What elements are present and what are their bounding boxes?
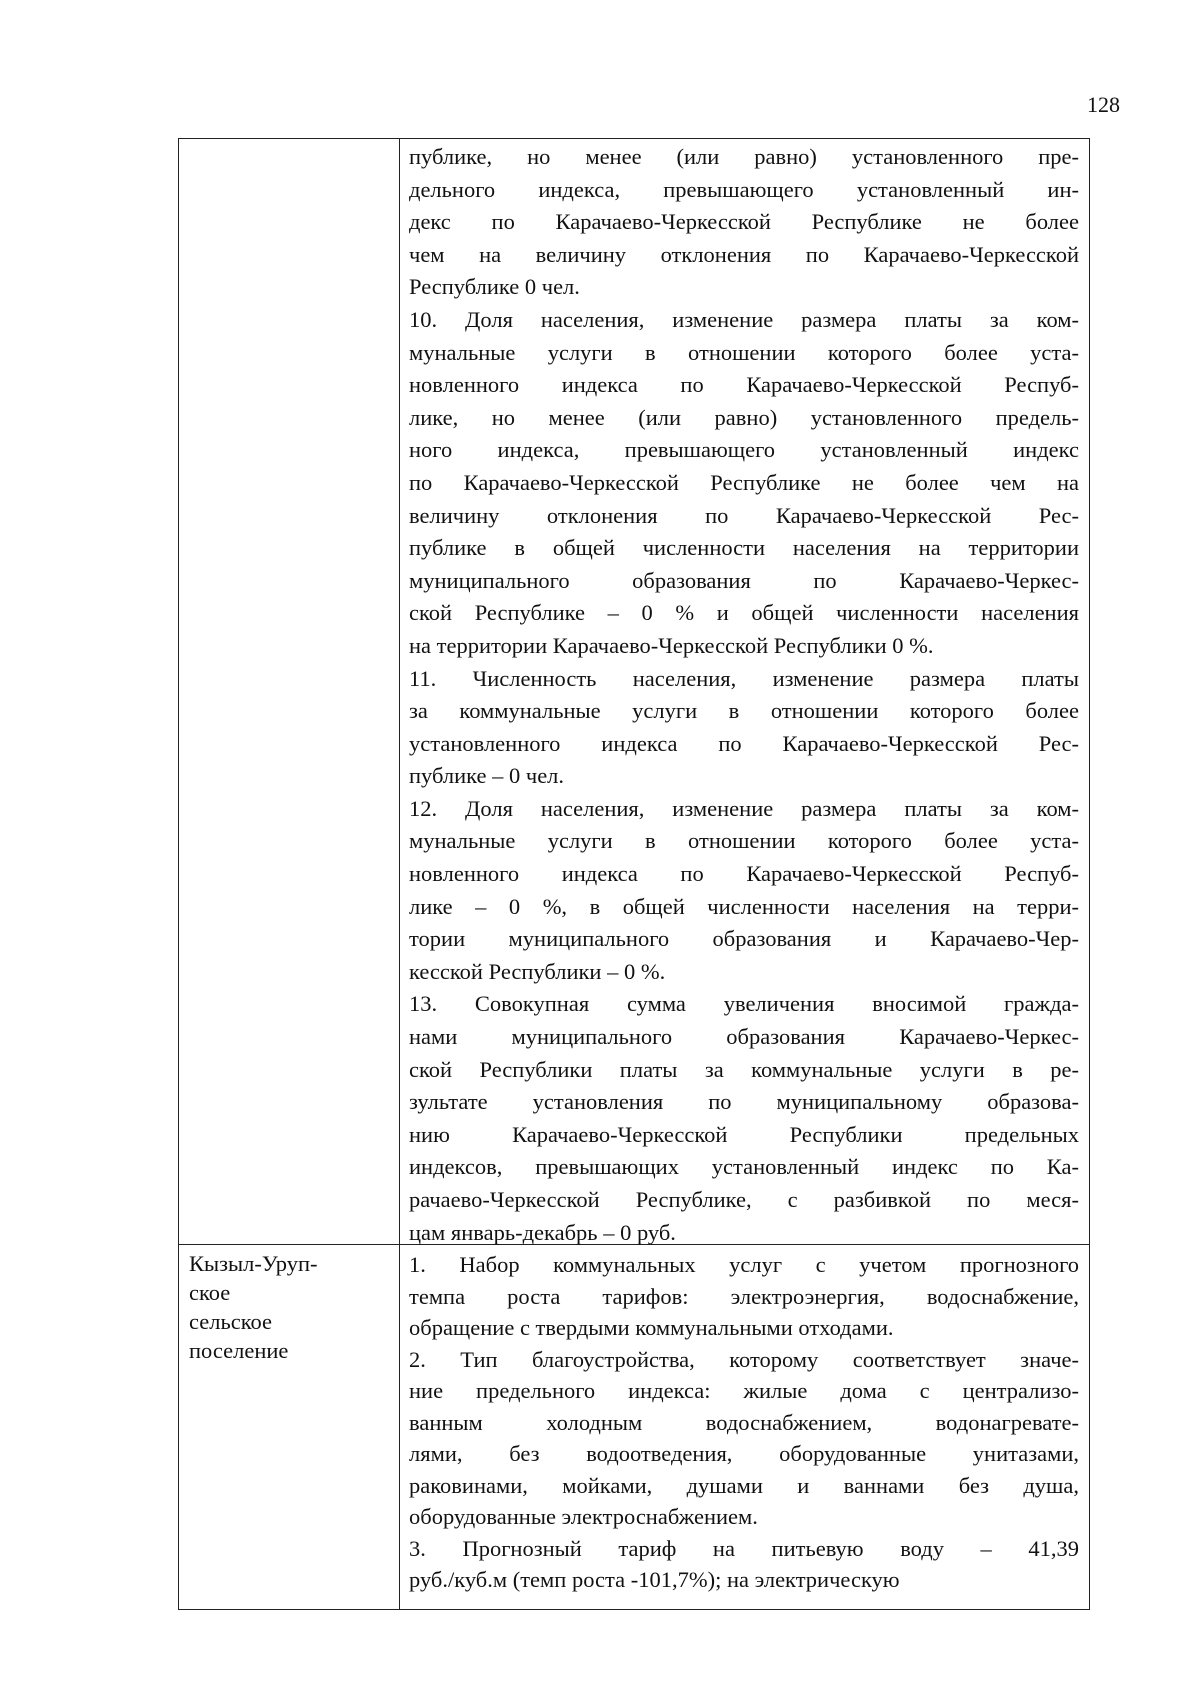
row2-paragraph-2-line: ние предельного индекса: жилые дома с централизо-: [409, 1378, 1079, 1403]
row1-paragraph-5-line: 13. Совокупная сумма увеличения вносимой гражда-: [409, 991, 1079, 1017]
row2-paragraph-2-line: 2. Тип благоустройства, которому соответствует значе-: [409, 1346, 1079, 1372]
settlement-name-line: Кызыл-Уруп-: [189, 1251, 318, 1276]
row2-paragraph-1-line: обращение с твердыми коммунальными отходами.: [409, 1315, 894, 1340]
row1-paragraph-5-line: цам январь-декабрь – 0 руб.: [409, 1219, 676, 1245]
row1-paragraph-2-line: публике в общей численности населения на территории: [409, 535, 1079, 561]
settlement-name-line: ское: [189, 1280, 231, 1305]
row1-paragraph-2-line: новленного индекса по Карачаево-Черкесской Респуб-: [409, 372, 1079, 398]
row2-settlement-name: [189, 1249, 389, 1365]
row1-paragraph-4-line: лике – 0 %, в общей численности населения на терри-: [409, 893, 1079, 919]
row2-paragraph-1-line: темпа роста тарифов: электроэнергия, водоснабжение,: [409, 1283, 1079, 1309]
row2-paragraph-1-line: 1. Набор коммунальных услуг с учетом прогнозного: [409, 1252, 1079, 1277]
row1-paragraph-1-line: публике, но менее (или равно) установленного пре-: [409, 144, 1079, 169]
settlement-name-line: сельское: [189, 1309, 273, 1334]
row1-paragraph-2-line: мунальные услуги в отношении которого более уста-: [409, 339, 1079, 365]
row1-paragraph-3-line: 11. Численность населения, изменение размера платы: [409, 665, 1079, 691]
row1-paragraph-3-line: за коммунальные услуги в отношении которого более: [409, 698, 1079, 724]
row1-paragraph-2-line: ской Республике – 0 % и общей численности населения: [409, 600, 1079, 626]
row1-paragraph-2-line: 10. Доля населения, изменение размера платы за ком-: [409, 306, 1079, 332]
row1-paragraph-2-line: на территории Карачаево-Черкесской Республики 0 %.: [409, 632, 934, 658]
row1-paragraph-3-line: установленного индекса по Карачаево-Черкесской Рес-: [409, 730, 1079, 756]
row1-paragraph-5-line: нами муниципального образования Карачаево-Черкес-: [409, 1024, 1079, 1050]
row1-paragraph-4-line: новленного индекса по Карачаево-Черкесской Респуб-: [409, 861, 1079, 887]
row1-paragraph-5-line: нию Карачаево-Черкесской Республики предельных: [409, 1121, 1079, 1147]
row1-paragraph-1-line: дельного индекса, превышающего установленный ин-: [409, 176, 1079, 202]
row1-paragraph-2-line: величину отклонения по Карачаево-Черкесской Рес-: [409, 502, 1079, 528]
row1-paragraph-2-line: муниципального образования по Карачаево-Черкес-: [409, 567, 1079, 593]
row2-right-cell: [409, 1249, 1079, 1596]
row2-paragraph-2-line: оборудованные электроснабжением.: [409, 1504, 758, 1529]
row1-paragraph-2-line: по Карачаево-Черкесской Республике не более чем на: [409, 469, 1079, 495]
row1-paragraph-1-line: декс по Карачаево-Черкесской Республике не более: [409, 209, 1079, 235]
document-table: [178, 138, 1090, 1610]
row2-paragraph-2-line: лями, без водоотведения, оборудованные унитазами,: [409, 1441, 1079, 1466]
settlement-name-line: поселение: [189, 1338, 289, 1363]
page-number: 128: [1087, 92, 1120, 117]
row1-paragraph-5-line: зультате установления по муниципальному образова-: [409, 1089, 1079, 1115]
row1-paragraph-2-line: лике, но менее (или равно) установленного предель-: [409, 404, 1079, 430]
row2-paragraph-2-line: раковинами, мойками, душами и ваннами без душа,: [409, 1472, 1079, 1498]
row1-paragraph-4-line: кесской Республики – 0 %.: [409, 958, 666, 984]
row1-right-cell: [409, 141, 1079, 1249]
row2-paragraph-2-line: ванным холодным водоснабжением, водонагревате-: [409, 1409, 1079, 1435]
row2-paragraph-3-line: 3. Прогнозный тариф на питьевую воду – 41,39: [409, 1535, 1079, 1561]
row1-paragraph-5-line: ской Республики платы за коммунальные услуги в ре-: [409, 1056, 1079, 1082]
row1-paragraph-3-line: публике – 0 чел.: [409, 763, 565, 789]
row1-paragraph-1-line: чем на величину отклонения по Карачаево-Черкесской: [409, 241, 1079, 267]
row1-paragraph-5-line: индексов, превышающих установленный индекс по Ка-: [409, 1154, 1079, 1180]
row1-paragraph-4-line: 12. Доля населения, изменение размера платы за ком-: [409, 795, 1079, 821]
row1-paragraph-2-line: ного индекса, превышающего установленный индекс: [409, 437, 1079, 463]
row2-paragraph-3-line: руб./куб.м (темп роста -101,7%); на электрическую: [409, 1567, 900, 1592]
row1-paragraph-4-line: мунальные услуги в отношении которого более уста-: [409, 828, 1079, 854]
row1-paragraph-1-line: Республике 0 чел.: [409, 274, 580, 300]
row1-paragraph-5-line: рачаево-Черкесской Республике, с разбивкой по меся-: [409, 1187, 1079, 1212]
column-divider: [399, 139, 400, 1609]
row1-paragraph-4-line: тории муниципального образования и Карачаево-Чер-: [409, 926, 1079, 952]
